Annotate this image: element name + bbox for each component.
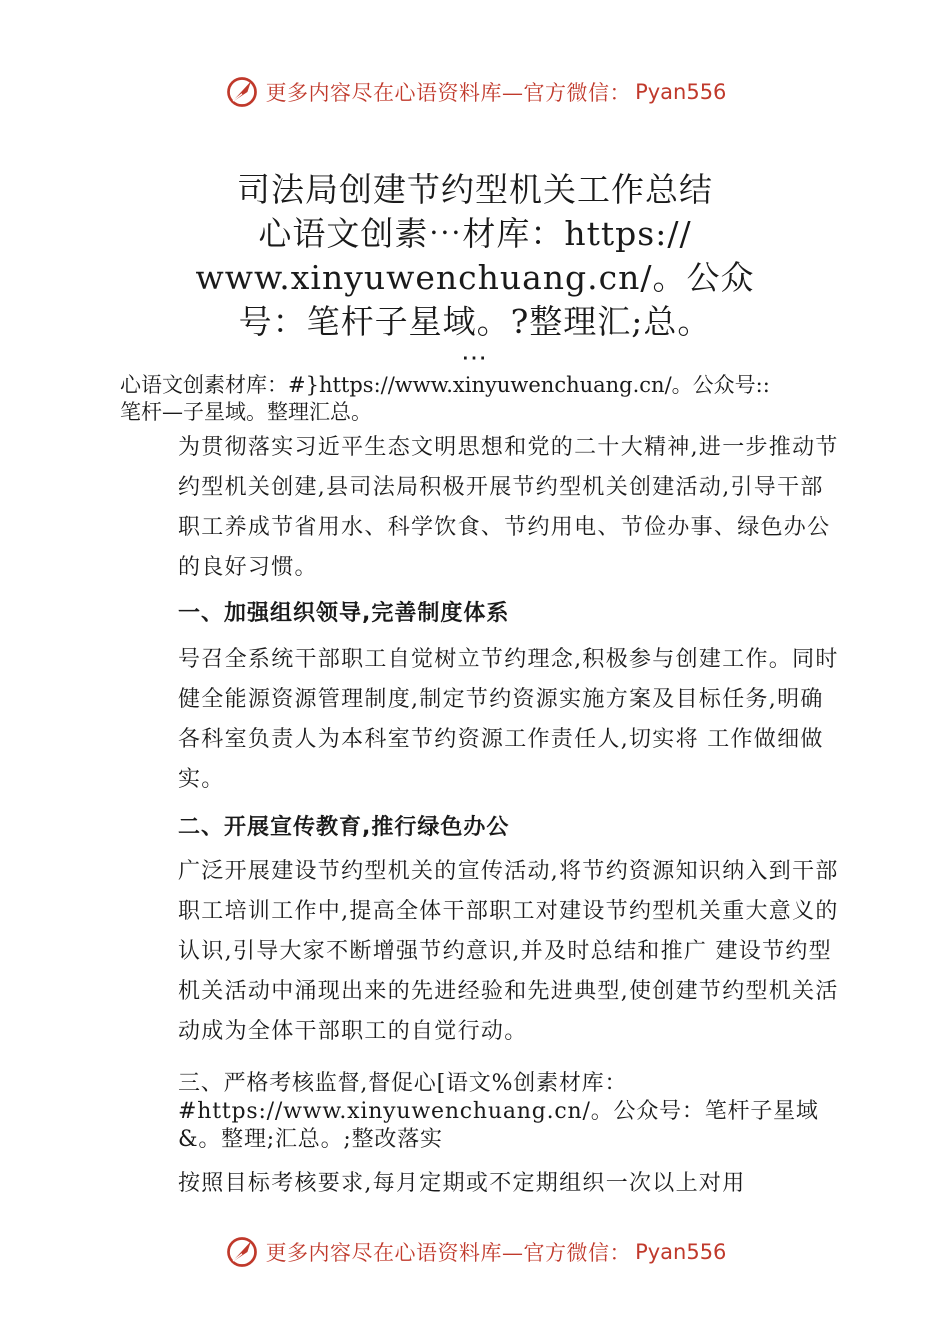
- bottom-banner: [0, 1232, 950, 1272]
- section-heading-3: 三、严格考核监督,督促心[语文%创素材库：#https://www.xinyuwenchuang.cn/。公众号：笔杆子星域&。整理;汇总。;整改落实: [178, 1071, 819, 1152]
- quill-logo-icon: [224, 1234, 260, 1270]
- paragraph-4: [130, 1164, 840, 1204]
- paragraph-3: [130, 852, 840, 1052]
- paragraph-1-text: 为贯彻落实习近平生态文明思想和党的二十大精神,进一步推动节约型机关创建,县司法局积极开展节约型机关创建活动,引导干部职工养成节省用水、科学饮食、节约用电、节俭办事、绿色办公的良好习惯。: [178, 435, 839, 580]
- banner-text: 更多内容尽在心语资料库—官方微信：: [265, 81, 632, 105]
- paragraph-4-text: 按照目标考核要求,每月定期或不定期组织一次以上对用: [178, 1171, 746, 1196]
- banner-text-bottom: 更多内容尽在心语资料库—官方微信：: [265, 1241, 632, 1265]
- quill-logo-icon: [224, 74, 260, 110]
- title-line-3: www.xinyuwenchuang.cn/。公众: [195, 258, 755, 297]
- title-line-1: 司法局创建节约型机关工作总结: [237, 170, 713, 209]
- title-line-4: 号：笔杆子星域。?整理汇;总。: [238, 302, 712, 341]
- paragraph-1: [130, 428, 840, 588]
- intro-line-2: 笔杆—子星域。整理汇总。: [120, 400, 372, 424]
- paragraph-2-text: 号召全系统干部职工自觉树立节约理念,积极参与创建工作。同时健全能源资源管理制度,制定节约资源实施方案及目标任务,明确各科室负责人为本科室节约资源工作责任人,切实将 工作做细做实。: [178, 647, 839, 792]
- title-line-2: 心语文创素⋯材库：https://: [258, 214, 692, 253]
- section-heading-1: 一、加强组织领导,完善制度体系: [178, 601, 510, 626]
- section-heading-2: 二、开展宣传教育,推行绿色办公: [178, 815, 510, 840]
- banner-wechat-id-bottom: Pyan556: [635, 1240, 727, 1264]
- paragraph-3-text: 广泛开展建设节约型机关的宣传活动,将节约资源知识纳入到干部职工培训工作中,提高全体干部职工对建设节约型机关重大意义的认识,引导大家不断增强节约意识,并及时总结和推广 建设节约型机关活动中涌现出来的先进经验和先进典型,使创建节约型机关活动成为全体干部职工的自觉行动。: [178, 859, 839, 1044]
- intro-text: [120, 372, 880, 426]
- paragraph-2: [130, 640, 840, 800]
- intro-line-1: 心语文创素材库：#}https://www.xinyuwenchuang.cn/。公众号::: [120, 373, 770, 397]
- top-banner: [0, 72, 950, 112]
- document-title: [0, 168, 950, 372]
- title-ellipsis: ⋯: [461, 343, 489, 373]
- banner-wechat-id: Pyan556: [635, 80, 727, 104]
